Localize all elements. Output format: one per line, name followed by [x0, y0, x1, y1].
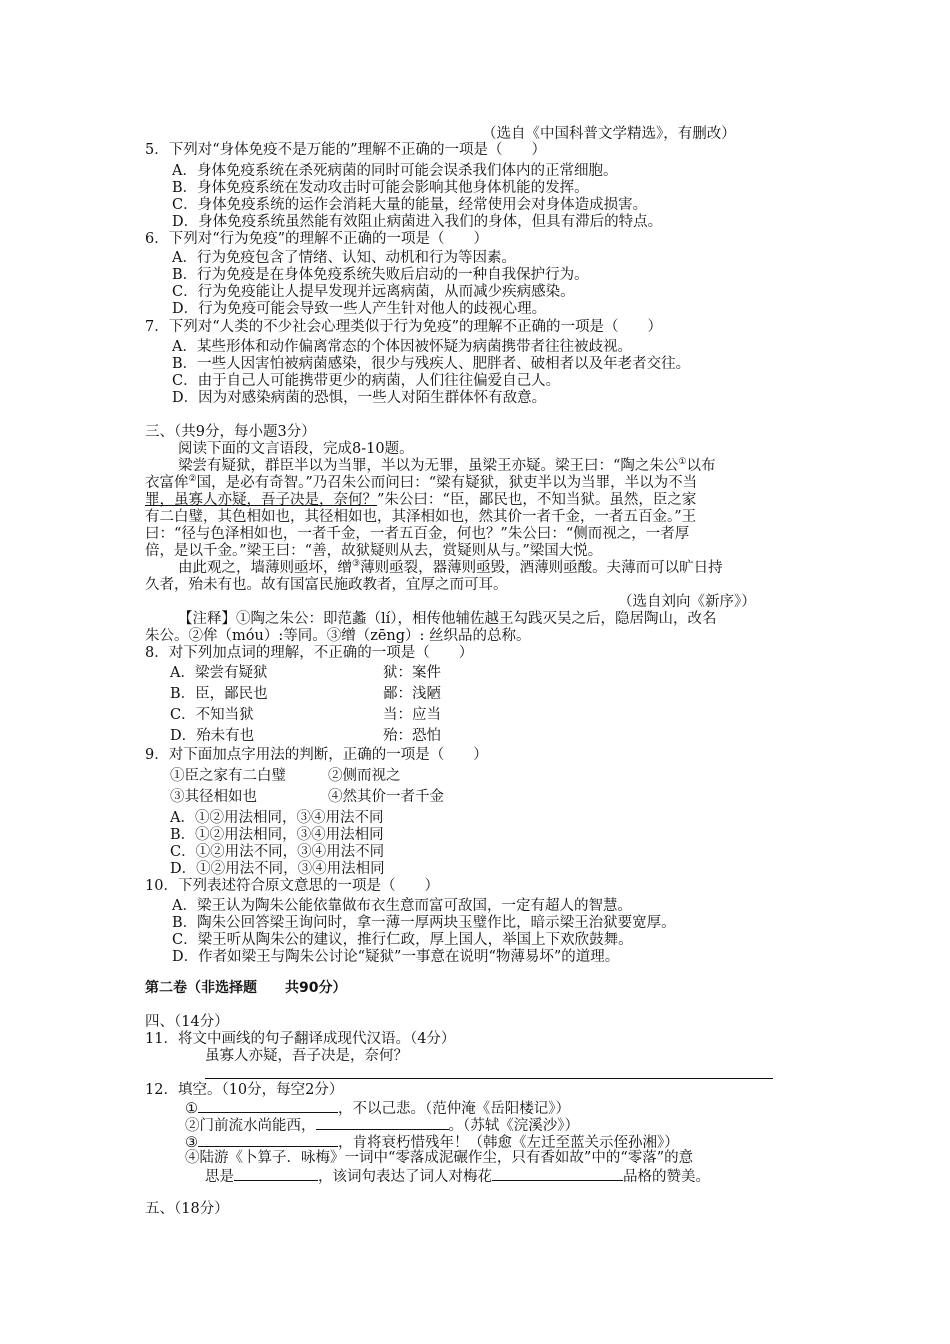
part-2-heading: 第二卷（非选择题 共90分）	[145, 980, 347, 996]
question-8-gloss-c: 当：应当	[383, 707, 441, 723]
answer-line[interactable]	[205, 1078, 773, 1079]
blank-field[interactable]	[492, 1167, 623, 1181]
question-8-option-d: D．殆未有也	[170, 728, 255, 744]
question-9-item-2: ②侧而视之	[328, 768, 401, 784]
question-8-gloss-a: 狱：案件	[383, 665, 441, 681]
question-12-stem: 12．填空。（10分，每空2分）	[145, 1082, 344, 1098]
question-9-item-4: ④然其价一者千金	[328, 789, 444, 805]
question-10-stem: 10．下列表述符合原文意思的一项是（ ）	[145, 878, 439, 894]
section-4-heading: 四、（14分）	[145, 1014, 229, 1030]
passage-line: 衣富侔②国，是必有奇智。”乃召朱公而问曰：“梁有疑狱，狱吏半以为当罪，半以为不当	[145, 474, 698, 491]
question-8-gloss-d: 殆：恐怕	[383, 728, 441, 744]
passage-line: 久者，殆未有也。故有国富民施政教者，宜厚之而可耳。	[145, 577, 508, 593]
question-9-option-a: A．①②用法相同，③④用法不同	[170, 810, 384, 826]
fill-item-4-cont: 思是 ，该词句表达了词人对梅花 品格的赞美。	[205, 1169, 710, 1185]
passage-line: 有二白璧，其色相如也，其径相如也，其泽相如也，然其价一者千金，一者五百金。”王	[145, 509, 697, 525]
question-11-sentence: 虽寡人亦疑，吾子决是，奈何？	[205, 1048, 408, 1064]
passage-line: 曰：“径与色泽相如也，一者千金，一者五百金，何也？”朱公曰：“侧而视之，一者厚	[145, 526, 690, 542]
section-3-intro: 阅读下面的文言语段，完成8-10题。	[178, 441, 414, 457]
annotation-line: 朱公。②侔（móu）:等同。③缯（zēng）: 丝织品的总称。	[145, 628, 531, 644]
question-9-option-b: B．①②用法相同，③④用法相同	[170, 827, 384, 843]
underlined-sentence: 罪，虽寡人亦疑，吾子决是，奈何？	[145, 492, 377, 508]
passage-line: 罪，虽寡人亦疑，吾子决是，奈何？”朱公曰：“臣，鄙民也，不知当狱。虽然，臣之家	[145, 492, 697, 508]
question-9-stem: 9．对下面加点字用法的判断，正确的一项是（ ）	[145, 747, 488, 763]
question-9-item-1: ①臣之家有二白璧	[170, 768, 286, 784]
section-3-heading: 三、（共9分，每小题3分）	[145, 424, 316, 440]
question-10-option-d: D．作者如梁王与陶朱公讨论“疑狱”一事意在说明“物薄易坏”的道理。	[172, 949, 620, 965]
question-8-stem: 8．对下列加点词的理解，不正确的一项是（ ）	[145, 645, 474, 661]
blank-field[interactable]	[198, 1099, 338, 1113]
question-7-stem: 7．下列对“人类的不少社会心理类似于行为免疫”的理解不正确的一项是（ ）	[145, 319, 663, 335]
question-9-option-c: C．①②用法不同，③④用法不同	[170, 844, 385, 860]
question-11-stem: 11．将文中画线的句子翻译成现代汉语。（4分）	[145, 1031, 456, 1047]
question-5-stem: 5．下列对“身体免疫不是万能的”理解不正确的一项是（ ）	[145, 142, 547, 158]
question-9-item-3: ③其径相如也	[170, 789, 257, 805]
fill-item-3: ③ ，肯将衰朽惜残年！（韩愈《左迁至蓝关示侄孙湘》）	[185, 1135, 679, 1151]
fill-item-2: ②门前流水尚能西， 。（苏轼《浣溪沙》）	[185, 1118, 579, 1134]
annotation-line: 【注释】①陶之朱公：即范蠡（lí），相传他辅佐越王勾践灭吴之后，隐居陶山，改名	[178, 611, 717, 627]
passage-line: 梁尝有疑狱，群臣半以为当罪，半以为无罪，虽梁王亦疑。梁王曰：“陶之朱公①以布	[178, 457, 716, 474]
question-10-option-a: A．梁王认为陶朱公能依靠做布衣生意而富可敌国，一定有超人的智慧。	[172, 898, 632, 914]
question-9-option-d: D．①②用法不同，③④用法相同	[170, 861, 385, 877]
question-10-option-b: B．陶朱公回答梁王询问时，拿一薄一厚两块玉璧作比，暗示梁王治狱要宽厚。	[172, 915, 676, 931]
question-6-option-c: C．行为免疫能让人提早发现并远离病菌，从而减少疾病感染。	[172, 284, 575, 300]
question-8-option-c: C．不知当狱	[170, 707, 254, 723]
question-7-option-b: B．一些人因害怕被病菌感染，很少与残疾人、肥胖者、破相者以及年老者交往。	[172, 356, 691, 372]
question-10-option-c: C．梁王听从陶朱公的建议，推行仁政，厚上国人，举国上下欢欣鼓舞。	[172, 932, 633, 948]
question-7-option-a: A．某些形体和动作偏离常态的个体因被怀疑为病菌携带者往往被歧视。	[172, 339, 632, 355]
passage-line: 由此观之，墙薄则亟坏，缯③薄则亟裂，器薄则亟毁，酒薄则亟酸。夫薄而可以旷日持	[178, 559, 723, 576]
section-5-heading: 五、（18分）	[145, 1201, 229, 1217]
question-6-option-b: B．行为免疫是在身体免疫系统失败后启动的一种自我保护行为。	[172, 267, 589, 283]
blank-field[interactable]	[198, 1133, 338, 1147]
source-note: （选自《中国科普文学精选》，有删改）	[482, 126, 736, 142]
fill-item-4: ④陆游《卜算子．咏梅》一词中“零落成泥碾作尘，只有香如故”中的“零落”的意	[185, 1150, 694, 1166]
passage-line: 倍，是以千金。”梁王曰：“善，故狱疑则从去，赏疑则从与。”梁国大悦。	[145, 543, 603, 559]
question-5-option-a: A．身体免疫系统在杀死病菌的同时可能会误杀我们体内的正常细胞。	[172, 163, 618, 179]
question-5-option-c: C．身体免疫系统的运作会消耗大量的能量，经常使用会对身体造成损害。	[172, 197, 648, 213]
question-5-option-b: B．身体免疫系统在发动攻击时可能会影响其他身体机能的发挥。	[172, 180, 589, 196]
question-7-option-d: D．因为对感染病菌的恐惧，一些人对陌生群体怀有敌意。	[172, 390, 547, 406]
blank-field[interactable]	[234, 1167, 318, 1181]
passage-source: （选自刘向《新序》）	[618, 594, 756, 610]
question-8-option-b: B．臣，鄙民也	[170, 686, 268, 702]
question-8-option-a: A．梁尝有疑狱	[170, 665, 268, 681]
blank-field[interactable]	[316, 1116, 449, 1130]
question-6-option-d: D．行为免疫可能会导致一些人产生针对他人的歧视心理。	[172, 301, 547, 317]
question-8-gloss-b: 鄙：浅陋	[383, 686, 441, 702]
question-6-stem: 6．下列对“行为免疫”的理解不正确的一项是（ ）	[145, 231, 489, 247]
question-7-option-c: C．由于自己人可能携带更少的病菌，人们往往偏爱自己人。	[172, 373, 561, 389]
fill-item-1: ① ，不以己悲。（范仲淹《岳阳楼记》）	[185, 1101, 570, 1117]
question-6-option-a: A．行为免疫包含了情绪、认知、动机和行为等因素。	[172, 250, 516, 266]
question-5-option-d: D．身体免疫系统虽然能有效阻止病菌进入我们的身体，但具有滞后的特点。	[172, 214, 663, 230]
